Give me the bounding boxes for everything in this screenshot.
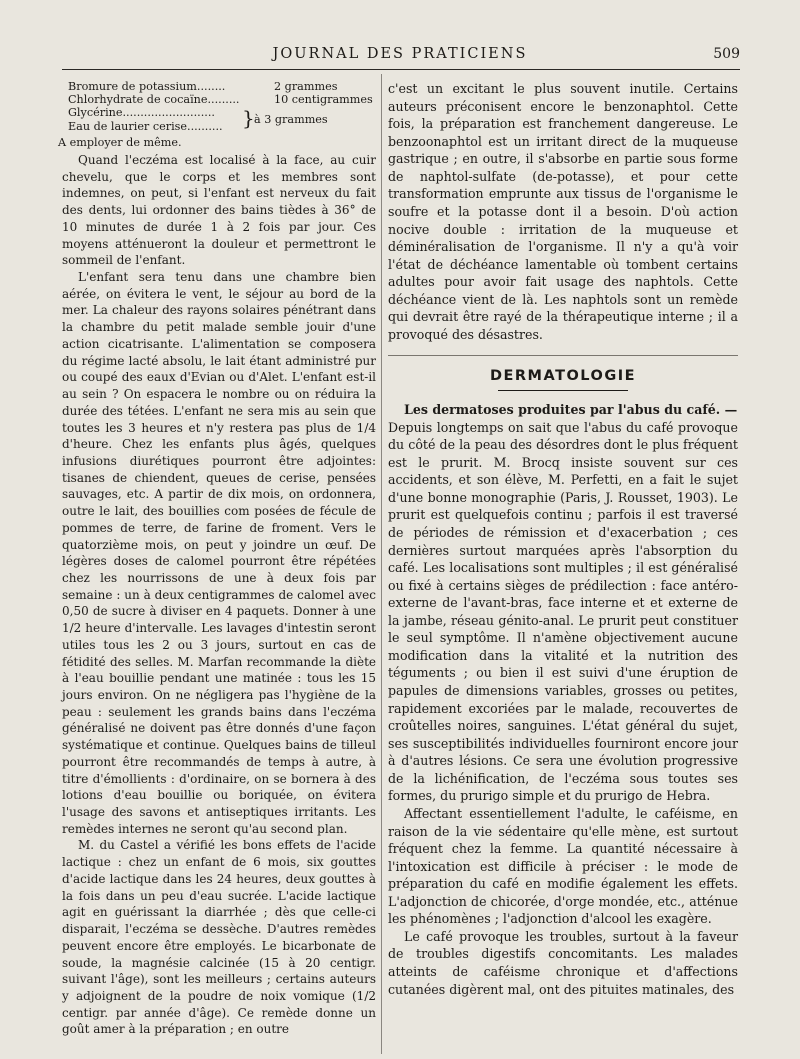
header-rule: [62, 69, 740, 70]
journal-title: JOURNAL DES PRATICIENS: [272, 46, 528, 62]
prescription-item-label: Bromure de potassium........: [68, 80, 226, 93]
right-column: [388, 80, 738, 998]
section-heading: [388, 355, 738, 391]
paragraph: Quand l'eczéma est localisé à la face, au cuir chevelu, que le corps et les membres sont indemnes, on peut, si l'enfant est nerveux du fait des dents, lui ordonner des bains tièdes à 36° de 10 minutes de durée 1 à 2 fois par jour. Ces moyens atténueront la douleur et permettront le sommeil de l'enfant.: [62, 153, 376, 268]
paragraph: Affectant essentiellement l'adulte, le caféisme, en raison de la vie sédentaire qu'elle mène, est surtout fréquent chez la femme. La quantité nécessaire à l'intoxication est difficile à préciser : le mode de préparation du café en modifie également les effets. L'adjonction de chicorée, d'orge mondée, etc., atténue les phénomènes ; l'adjonction d'alcool les exagère.: [388, 805, 738, 927]
page-header: [0, 40, 800, 70]
prescription-item-qty: 10 centigrammes: [274, 93, 373, 106]
left-column: [58, 80, 376, 1038]
column-divider: [381, 74, 382, 1054]
prescription-item-label: Eau de laurier cerise..........: [68, 120, 223, 133]
paragraph-continuation: c'est un excitant le plus souvent inutile. Certains auteurs préconisent encore le benzonaphtol. Cette fois, la préparation est franchement dangereuse. Le benzoonaphtol est un irritant direct de la muqueuse gastrique ; en outre, il s'absorbe en partie sous forme de naphtol-sulfate (de-potasse), et pour cette transformation emprunte aux tissus de l'organisme le soufre et la potasse dont il a besoin. D'où action nocive double : irritation de la muqueuse et déminéralisation de l'organisme. Il n'y a qu'à voir l'état de déchéance lamentable où tombent certains adultes pour avoir fait usage des naphtols. Cette déchéance vient de là. Les naphtols sont un remède qui devrait être rayé de la thérapeutique interne ; il a provoqué des désastres.: [388, 81, 738, 342]
article-title: Les dermatoses produites par l'abus du café. —: [404, 402, 738, 417]
brace-icon: }: [242, 106, 255, 130]
heading-underline: [498, 390, 628, 391]
prescription-item-qty: à 3 grammes: [254, 113, 328, 126]
section-heading-text: DERMATOLOGIE: [489, 368, 637, 385]
prescription-item-label: Chlorhydrate de cocaïne.........: [68, 93, 240, 106]
paragraph: M. du Castel a vérifié les bons effets de l'acide lactique : chez un enfant de 6 mois, six gouttes d'acide lactique dans les 24 heures, deux gouttes à la fois dans un peu d'eau sucrée. L'acide lactique agit en guérissant la diarrhée ; dès que celle-ci disparait, l'eczéma se dessèche. D'autres remèdes peuvent encore être employés. Le bicarbonate de soude, la magnésie calcinée (15 à 20 centigr. suivant l'âge), sont les meilleurs ; certains auteurs y adjoignent de la poudre de noix vomique (1/2 centigr. par année d'âge). Ce remède donne un goût amer à la préparation ; en outre: [62, 838, 376, 1037]
paragraph: L'enfant sera tenu dans une chambre bien aérée, on évitera le vent, le séjour au bord de la mer. La chaleur des rayons solaires pénétrant dans la chambre du petit malade semble jouir d'une action cicatrisante. L'alimentation se composera du régime lacté absolu, le lait étant administré pur ou coupé des eaux d'Evian ou d'Alet. L'enfant est-il au sein ? On espacera le nombre ou on réduira la durée des tétées. L'enfant ne sera mis au sein que toutes les 3 heures et n'y restera pas plus de 1/4 d'heure. Chez les enfants plus âgés, quelques infusions diurétiques pourront être adjointes: tisanes de chiendent, queues de cerise, pensées sauvages, etc. A partir de dix mois, on ordonnera, outre le lait, des bouillies com posées de fécule de pommes de terre, de farine de froment. Vers le quatorzième mois, on peut y joindre un œuf. De légères doses de calomel pourront être répétées chez les nourrissons de une à deux fois par semaine : un à deux centigrammes de calomel avec 0,50 de sucre à diviser en 4 paquets. Donner à une 1/2 heure d'intervalle. Les lavages d'intestin seront utiles tous les 2 ou 3 jours, surtout en cas de fétidité des selles. M. Marfan recommande la diète à l'eau bouillie pendant une matinée : tous les 15 jours environ. On ne négligera pas l'hygiène de la peau : seulement les grands bains dans l'eczéma généralisé ne doivent pas être donnés d'une façon systématique et continue. Quelques bains de tilleul pourront être recommandés de temps à autre, à titre d'émollients : d'ordinaire, on se bornera à des lotions d'eau bouillie ou boriquée, on évitera l'usage des savons et antiseptiques irritants. Les remèdes internes ne seront qu'au second plan.: [62, 270, 376, 836]
prescription-usage: A employer de même.: [58, 136, 182, 149]
page-number: 509: [713, 46, 740, 62]
prescription-item-label: Glycérine..........................: [68, 106, 215, 119]
paragraph: Depuis longtemps on sait que l'abus du café provoque du côté de la peau des désordres dont le plus fréquent est le prurit. M. Brocq insiste souvent sur ces accidents, et son élève, M. Perfetti, en a fait le sujet d'une bonne monographie (Paris, J. Rousset, 1903). Le prurit est quelquefois continu ; parfois il est traversé de périodes de rémission et d'exacerbation ; ces dernières surtout marquées après l'absorption du café. Les localisations sont multiples ; il est généralisé ou fixé à certains sièges de prédilection : face antéro-externe de l'avant-bras, face interne et et externe de la jambe, réseau génito-anal. Le prurit peut constituer le seul symptôme. Il n'amène objectivement aucune modification dans la vitalité et la nutrition des téguments ; ou bien il est suivi d'une éruption de papules de dimensions variables, grosses ou petites, rapidement excoriées par le malade, recouvertes de croûtelles noires, sanguines. L'état général du sujet, ses susceptibilités individuelles fourniront encore jour à d'autres lésions. Ce sera une évolution progressive de la lichénification, de l'eczéma sous toutes ses formes, du prurigo simple et du prurigo de Hebra.: [388, 419, 738, 804]
paragraph: Le café provoque les troubles, surtout à la faveur de troubles digestifs concomitants. Les malades atteints de caféisme chronique et d'affections cutanées digèrent mal, ont des pituites matinales, des: [388, 928, 738, 997]
prescription: [62, 80, 376, 134]
prescription-item-qty: 2 grammes: [274, 80, 338, 93]
